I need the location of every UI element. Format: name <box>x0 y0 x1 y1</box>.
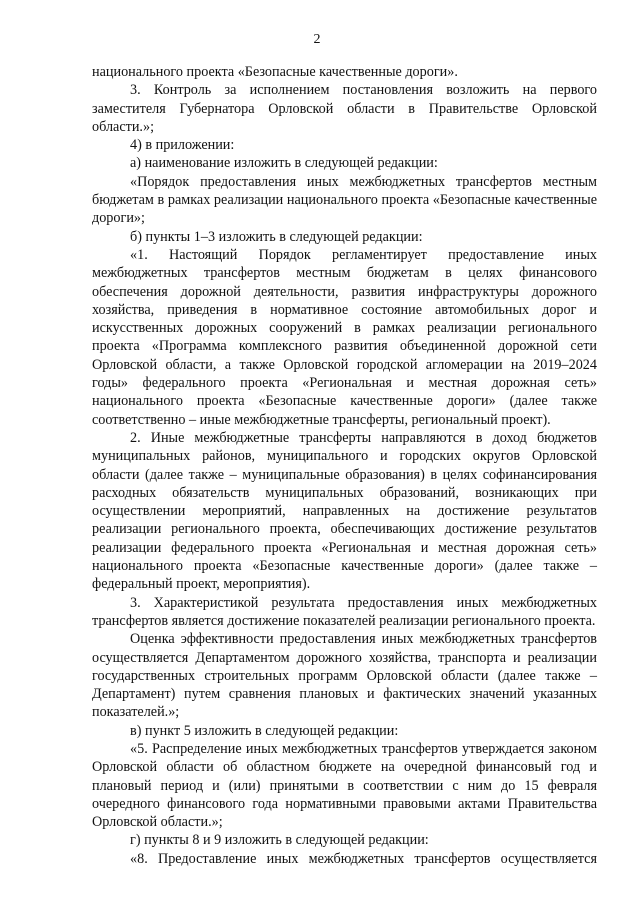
paragraph: в) пункт 5 изложить в следующей редакции: <box>130 722 399 739</box>
paragraph: «1. Настоящий Порядок регламентирует предоставление иных межбюджетных трансфертов местным бюджетам в целях финансового обеспечения дорожной деятельности, развития инфраструктуры дорожного хозяйства, приведения в нормативное состояние автомобильных дорог и искусственных дорожных сооружений в рамках реализации регионального проекта «Программа комплексного развития объединенной дорожной сети Орловской области, а также Орловской городской агломерации на 2019–2024 годы» федерального проекта «Региональная и местная дорожная сеть» национального проекта «Безопасные качественные дороги» (далее также соответственно – иные межбюджетные трансферты, региональный проект). <box>92 246 597 428</box>
paragraph: национального проекта «Безопасные качественные дороги». <box>92 64 458 80</box>
document-body <box>92 63 597 868</box>
paragraph: 3. Контроль за исполнением постановления возложить на первого заместителя Губернатора Орловской области в Правительстве Орловской области.»; <box>92 82 597 135</box>
paragraph: Оценка эффективности предоставления иных межбюджетных трансфертов осуществляется Департаментом дорожного хозяйства, транспорта и реализации государственных строительных программ Орловской области (далее также – Департамент) путем сравнения плановых и фактических значений указанных показателей.»; <box>92 631 597 721</box>
paragraph: «5. Распределение иных межбюджетных трансфертов утверждается законом Орловской области об областном бюджете на очередной финансовый год и плановый период и (или) принятыми в соответствии с ним до 15 февраля очередного финансового года нормативными правовыми актами Правительства Орловской области.»; <box>92 740 597 831</box>
paragraph: «Порядок предоставления иных межбюджетных трансфертов местным бюджетам в рамках реализации национального проекта «Безопасные качественные дороги»; <box>92 173 597 227</box>
page-number: 2 <box>313 32 321 47</box>
paragraph: 2. Иные межбюджетные трансферты направляются в доход бюджетов муниципальных районов, муниципального и городских округов Орловской области (далее также – муниципальные образования) в целях софинансирования расходных обязательств муниципальных образований, возникающих при осуществлении мероприятий, направленных на достижение результатов реализации регионального проекта, обеспечивающих достижение результатов реализации федерального проекта «Региональная и местная дорожная сеть» национального проекта «Безопасные качественные дороги» (далее также – федеральный проект, мероприятия). <box>92 429 597 593</box>
paragraph: «8. Предоставление иных межбюджетных трансфертов осуществляется <box>130 850 597 867</box>
paragraph: б) пункты 1–3 изложить в следующей редакции: <box>130 228 423 245</box>
paragraph: г) пункты 8 и 9 изложить в следующей редакции: <box>130 832 429 849</box>
paragraph: 3. Характеристикой результата предоставления иных межбюджетных трансфертов является достижение показателей реализации регионального проекта. <box>92 594 597 629</box>
paragraph: а) наименование изложить в следующей редакции: <box>130 155 438 172</box>
paragraph: 4) в приложении: <box>130 137 235 154</box>
